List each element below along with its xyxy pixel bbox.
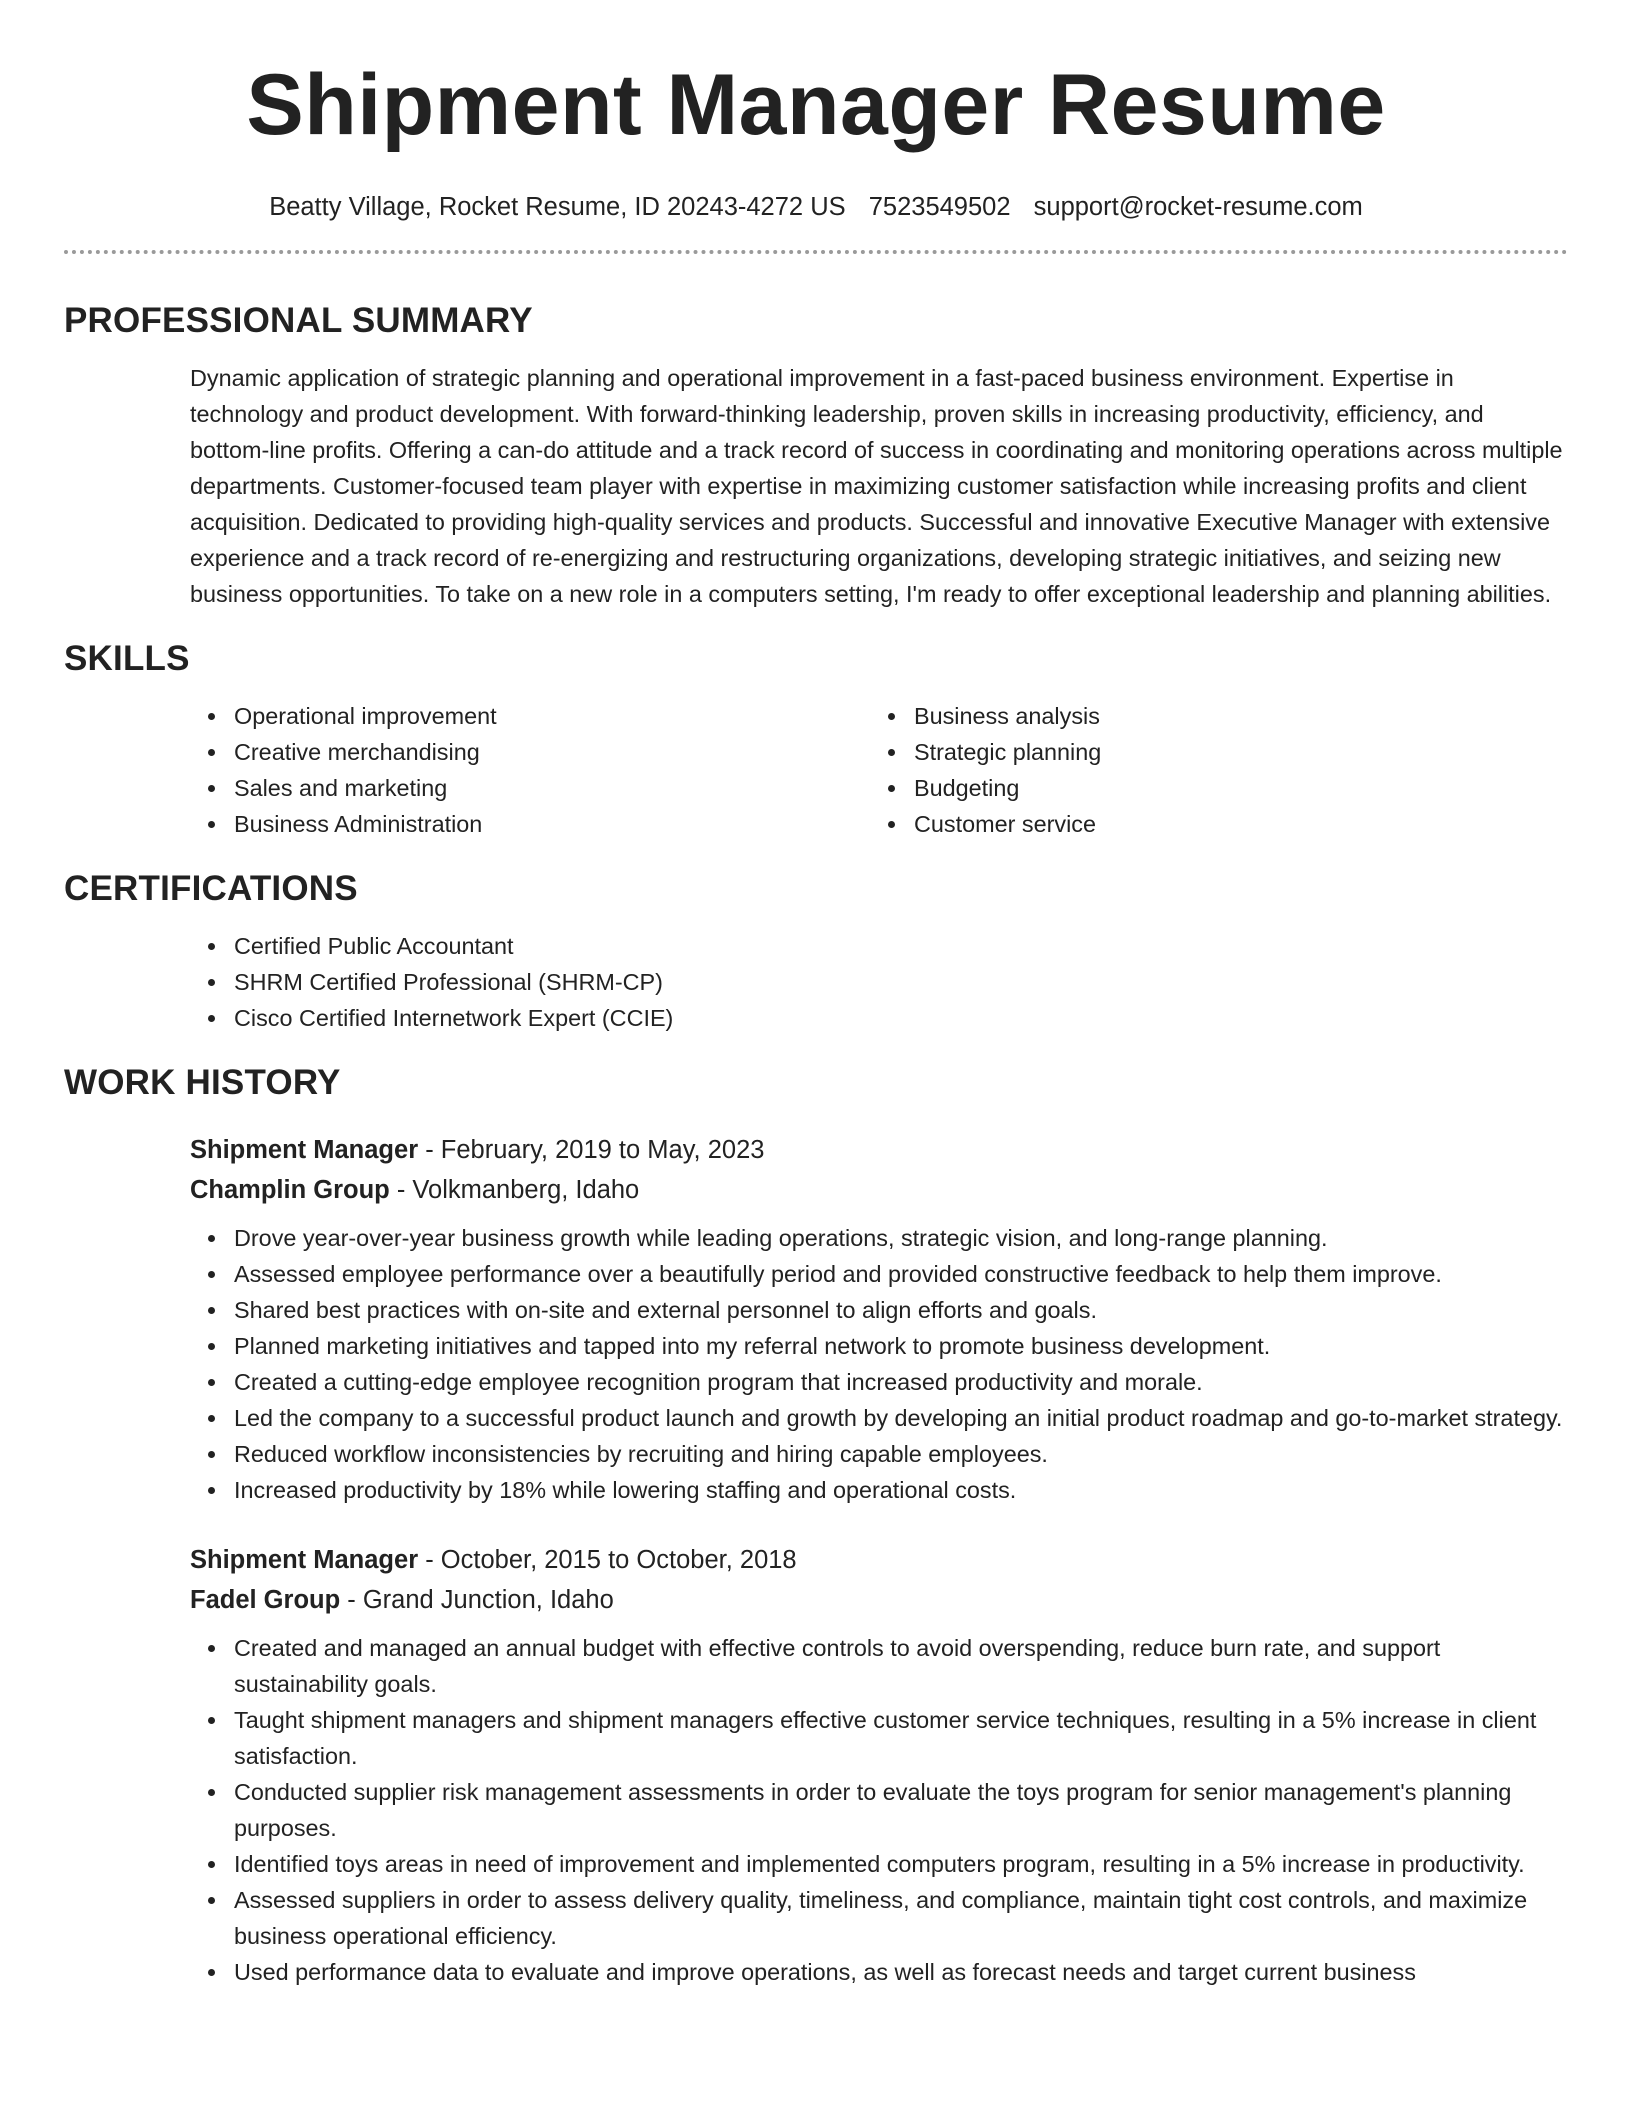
job-bullet: Drove year-over-year business growth while leading operations, strategic vision, and long-range planning. [234, 1220, 1568, 1256]
job-company: Champlin Group [190, 1176, 390, 1204]
certification-item: SHRM Certified Professional (SHRM-CP) [234, 964, 1568, 1000]
skill-item: Operational improvement [234, 698, 870, 734]
job-bullet: Shared best practices with on-site and external personnel to align efforts and goals. [234, 1292, 1568, 1328]
skills-list [190, 698, 1568, 842]
skill-item: Sales and marketing [234, 770, 870, 806]
certification-item: Certified Public Accountant [234, 928, 1568, 964]
job-location: - Grand Junction, Idaho [340, 1586, 614, 1614]
job-bullet: Taught shipment managers and shipment managers effective customer service techniques, resulting in a 5% increase in client satisfaction. [234, 1702, 1568, 1774]
work-history-heading: WORK HISTORY [64, 1063, 341, 1102]
job-bullets [190, 1630, 1568, 1990]
certification-item: Cisco Certified Internetwork Expert (CCIE) [234, 1000, 1568, 1036]
skill-item: Budgeting [914, 770, 1550, 806]
job-bullets [190, 1220, 1568, 1508]
skills-heading: SKILLS [64, 639, 190, 678]
summary-heading: PROFESSIONAL SUMMARY [64, 301, 533, 340]
certifications-heading: CERTIFICATIONS [64, 869, 358, 908]
skill-item: Customer service [914, 806, 1550, 842]
contact-phone: 7523549502 [868, 193, 1011, 221]
job-bullet: Assessed suppliers in order to assess delivery quality, timeliness, and compliance, maintain tight cost controls, and maximize business operational efficiency. [234, 1882, 1568, 1954]
skill-item: Business analysis [914, 698, 1550, 734]
job-entry-1 [190, 1130, 1568, 1508]
certifications-bullets [190, 928, 1568, 1036]
summary-text: Dynamic application of strategic planning and operational improvement in a fast-paced business environment. Expertise in technology and product development. With forward-thinking leadership, proven skills in increasing productivity, efficiency, and bottom-line profits. Offering a can-do attitude and a track record of success in coordinating and monitoring operations across multiple departments. Customer-focused team player with expertise in maximizing customer satisfaction while increasing profits and client acquisition. Dedicated to providing high-quality services and products. Successful and innovative Executive Manager with extensive experience and a track record of re-energizing and restructuring organizations, developing strategic initiatives, and seizing new business opportunities. To take on a new role in a computers setting, I'm ready to offer exceptional leadership and planning abilities. [190, 365, 1563, 607]
job-location: - Volkmanberg, Idaho [389, 1176, 640, 1204]
job-bullet: Created a cutting-edge employee recognition program that increased productivity and morale. [234, 1364, 1568, 1400]
header-divider [64, 250, 1568, 254]
skills-column-right [870, 698, 1550, 842]
job-company-line [190, 1170, 1568, 1210]
job-title-line [190, 1540, 1568, 1580]
job-dates: - February, 2019 to May, 2023 [418, 1136, 765, 1164]
contact-line [64, 192, 1568, 222]
job-company-line [190, 1580, 1568, 1620]
job-title-line [190, 1130, 1568, 1170]
skill-item: Creative merchandising [234, 734, 870, 770]
certifications-list [190, 928, 1568, 1036]
job-title: Shipment Manager [190, 1136, 419, 1164]
job-title: Shipment Manager [190, 1546, 419, 1574]
job-bullet: Created and managed an annual budget with effective controls to avoid overspending, reduce burn rate, and support sustainability goals. [234, 1630, 1568, 1702]
job-bullet: Assessed employee performance over a beautifully period and provided constructive feedback to help them improve. [234, 1256, 1568, 1292]
skills-column-left [190, 698, 870, 842]
skill-item: Strategic planning [914, 734, 1550, 770]
resume-title: Shipment Manager Resume [246, 57, 1386, 153]
contact-address: Beatty Village, Rocket Resume, ID 20243-4272 US [269, 193, 846, 221]
job-bullet: Increased productivity by 18% while lowering staffing and operational costs. [234, 1472, 1568, 1508]
contact-email: support@rocket-resume.com [1033, 193, 1363, 221]
job-bullet: Used performance data to evaluate and improve operations, as well as forecast needs and target current business [234, 1954, 1568, 1990]
job-bullet: Reduced workflow inconsistencies by recruiting and hiring capable employees. [234, 1436, 1568, 1472]
job-bullet: Planned marketing initiatives and tapped into my referral network to promote business development. [234, 1328, 1568, 1364]
job-company: Fadel Group [190, 1586, 341, 1614]
job-entry-2 [190, 1540, 1568, 1990]
job-dates: - October, 2015 to October, 2018 [418, 1546, 797, 1574]
skill-item: Business Administration [234, 806, 870, 842]
job-bullet: Identified toys areas in need of improvement and implemented computers program, resulting in a 5% increase in productivity. [234, 1846, 1568, 1882]
job-bullet: Led the company to a successful product launch and growth by developing an initial product roadmap and go-to-market strategy. [234, 1400, 1568, 1436]
job-bullet: Conducted supplier risk management assessments in order to evaluate the toys program for senior management's planning purposes. [234, 1774, 1568, 1846]
